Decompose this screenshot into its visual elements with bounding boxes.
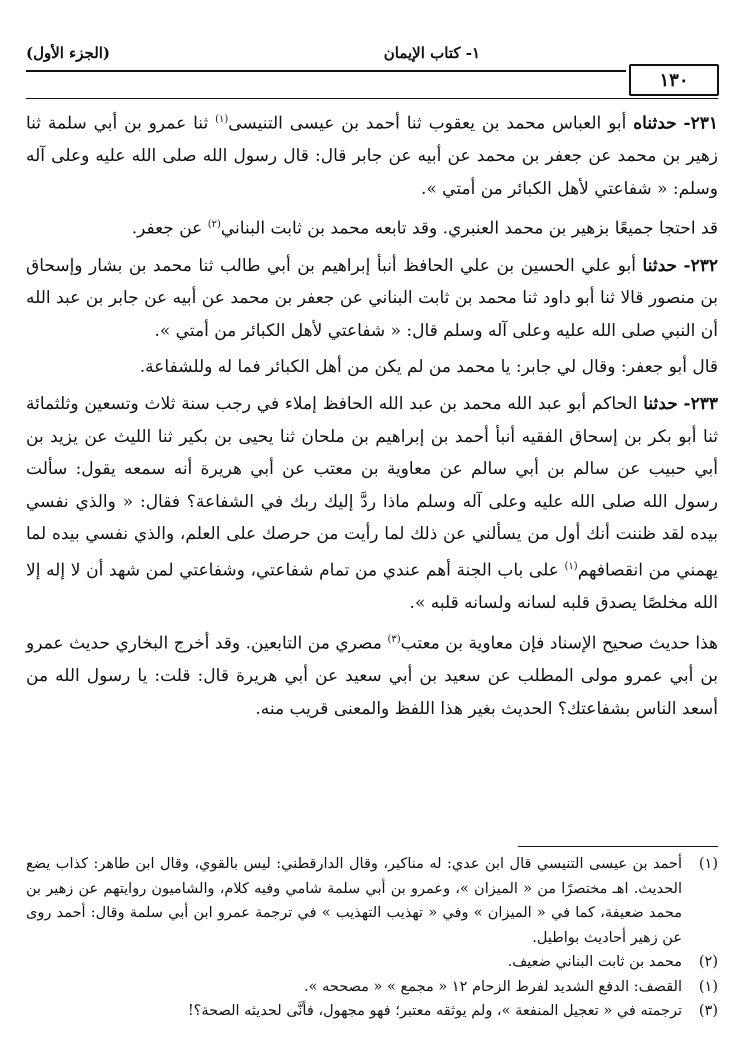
hadith-233 [26, 388, 718, 620]
footnote-text: القصف: الدفع الشديد لفرط الزحام ١٢ « مجمع » « مصححه ». [303, 978, 682, 995]
running-header [26, 44, 718, 70]
footnote-separator [518, 846, 718, 847]
header-rule [26, 70, 626, 72]
footnote-mark: (١) [698, 856, 718, 872]
commentary-text: قد احتجا جميعًا بزهير بن محمد العنبري. وقد تابعه محمد بن ثابت البناني [220, 219, 718, 240]
footnote-item [26, 950, 718, 975]
hadith-231 [26, 104, 718, 205]
page-number-box [629, 64, 719, 96]
footnote-ref: (١) [564, 561, 578, 573]
commentary-232: قال أبو جعفر: وقال لي جابر: يا محمد من لم يكن من أهل الكبائر فما له وللشفاعة. [139, 357, 718, 378]
footnote-item [26, 975, 718, 1000]
footnote-item [26, 999, 718, 1024]
hadith-lead: حدثنا [643, 394, 678, 415]
header-underline [26, 98, 718, 99]
hadith-text: أبو العباس محمد بن يعقوب ثنا أحمد بن عيسى التنيسى [228, 113, 627, 134]
page-number: ١٣٠ [659, 69, 689, 91]
hadith-232 [26, 250, 718, 348]
commentary-text: هذا حديث صحيح الإسناد فإن معاوية بن معتب [400, 633, 719, 654]
footnote-ref: (١) [215, 114, 229, 125]
footnote-text: أحمد بن عيسى التنيسي قال ابن عدي: له مناكير، وقال الدارقطني: ليس بالقوي، وقال ابن طاهر: كذاب يضع الحديث. اهـ مختصرًا من « الميزان »، وعمرو بن أبي سلمة شامي وفيه كلام، والشاميون روايتهم عن زهير بن محمد ضعيفة، كما في « الميزان » وفي « تهذيب التهذيب » في ترجمة عمرو ابن أبي سلمة وقال: أحمد روى عن زهير أحاديث بواطيل. [26, 856, 682, 946]
part-label: (الجزء الأول) [26, 44, 111, 62]
chapter-title: ١- كتاب الإيمان [383, 44, 480, 62]
footnote-mark: (١) [698, 978, 718, 995]
hadith-number: ٢٣٢- [683, 255, 719, 276]
hadith-text: أبو علي الحسين بن علي الحافظ أنبأ إبراهيم بن أبي طالب ثنا محمد بن بشار وإسحاق بن منصور قالا ثنا أبو داود ثنا محمد بن ثابت البناني عن جعفر بن محمد عن أبيه عن جابر بن عبد الله أن النبي صلى الله عليه وعلى آله وسلم قال: « شفاعتي لأهل الكبائر من أمتي ». [26, 255, 718, 341]
commentary-text: مصري من التابعين. وقد أخرج البخاري حديث عمرو بن أبي عمرو مولى المطلب عن سعيد بن أبي سعيد عن أبي هريرة قال: قلت: يا رسول الله من أسعد الناس بشفاعتك؟ الحديث بغير هذا اللفظ والمعنى قريب منه. [26, 633, 718, 719]
hadith-number: ٢٣٣- [683, 394, 719, 415]
hadith-number: ٢٣١- [683, 113, 719, 134]
footnote-item [26, 852, 718, 950]
footnote-ref: (٢) [207, 219, 221, 231]
footnote-ref: (٣) [387, 633, 401, 645]
hadith-lead: حدثناه [633, 113, 677, 134]
hadith-lead: حدثنا [642, 255, 678, 276]
footnotes [26, 852, 718, 1024]
main-text [26, 104, 718, 729]
commentary-233 [26, 624, 718, 725]
footnote-mark: (٢) [698, 954, 718, 970]
commentary-231 [26, 209, 718, 245]
footnote-text: ترجمته في « تعجيل المنفعة »، ولم يوثقه معتبر؛ فهو مجهول، فأنَّى لحديثه الصحة؟! [187, 1003, 682, 1019]
footnote-mark: (٣) [698, 1003, 718, 1019]
hadith-text: على باب الجنة أهم عندي من تمام شفاعتي، وشفاعتي لمن شهد أن لا إله إلا الله مخلصًا يصدق قلبه لسانه ولسانه قلبه ». [26, 560, 718, 614]
footnote-text: محمد بن ثابت البناني ضعيف. [507, 954, 682, 970]
hadith-text: الحاكم أبو عبد الله محمد بن عبد الله الحافظ إملاء في رجب سنة ثلاث وتسعين وثلثمائة ثنا أبو بكر بن إسحاق الفقيه أنبأ أحمد بن إبراهيم بن ملحان ثنا يحيى بن بكير ثنا الليث عن يزيد بن أبي حبيب عن سالم بن أبي سالم عن معاوية بن معتب عن أبي هريرة أنه سمعه يقول: سألت رسول الله صلى الله عليه وعلى آله وسلم ماذا ردَّ إليك ربك في الشفاعة؟ فقال: « والذي نفسي بيده لقد ظننت أنك أول من يسألني عن ذلك لما رأيت من حرصك على العلم، والذي نفسي بيده لما يهمني من انقصافهم [26, 394, 718, 581]
hadith-text: ثنا عمرو بن أبي سلمة ثنا زهير بن محمد عن جعفر بن محمد عن أبيه عن جابر قال: قال رسول الله صلى الله عليه وعلى آله وسلم: « شفاعتي لأهل الكبائر من أمتي ». [26, 113, 718, 199]
commentary-text: عن جعفر. [131, 219, 203, 240]
